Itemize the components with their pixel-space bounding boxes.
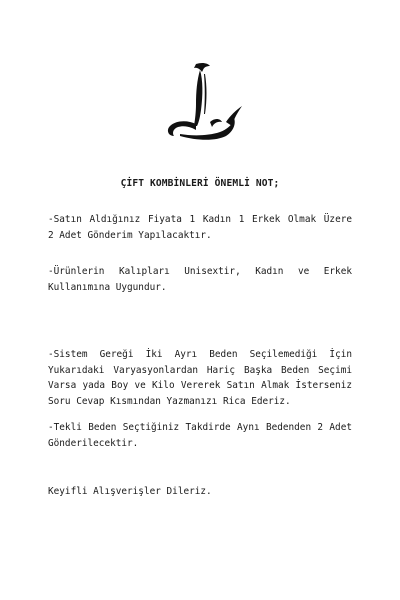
- paragraph-line: Kullanımına Uygundur.: [48, 281, 167, 293]
- paragraph-size-selection: [48, 347, 352, 409]
- brand-logo: [150, 60, 250, 142]
- paragraph-line: Varsa yada Boy ve Kilo Vererek Satın Almak İsterseniz: [48, 380, 352, 391]
- notice-title: ÇİFT KOMBİNLERİ ÖNEMLİ NOT;: [120, 178, 280, 189]
- paragraph-line: -Sistem Gereği İki Ayrı Beden Seçilemediği İçin: [48, 349, 352, 360]
- paragraph-pair-shipping: [48, 212, 352, 243]
- paragraph-line: Gönderilecektir.: [48, 437, 139, 449]
- paragraph-line: -Tekli Beden Seçtiğiniz Takdirde Aynı Bedenden 2 Adet: [48, 422, 352, 433]
- paragraph-line: Soru Cevap Kısmından Yazmanızı Rica Ederiz.: [48, 395, 291, 407]
- calligraphic-l-logo-icon: [150, 60, 250, 142]
- paragraph-line: -Ürünlerin Kalıpları Unisextir, Kadın ve Erkek: [48, 266, 352, 277]
- paragraph-single-size: [48, 420, 352, 451]
- paragraph-line: Keyifli Alışverişler Dileriz.: [48, 486, 212, 497]
- paragraph-line: 2 Adet Gönderim Yapılacaktır.: [48, 229, 212, 241]
- paragraph-unisex-fit: [48, 264, 352, 295]
- paragraph-line: Yukarıdaki Varyasyonlardan Hariç Başka Beden Seçimi: [48, 364, 352, 376]
- paragraph-line: -Satın Aldığınız Fiyata 1 Kadın 1 Erkek Olmak Üzere: [48, 214, 352, 225]
- closing-greeting: [48, 484, 352, 500]
